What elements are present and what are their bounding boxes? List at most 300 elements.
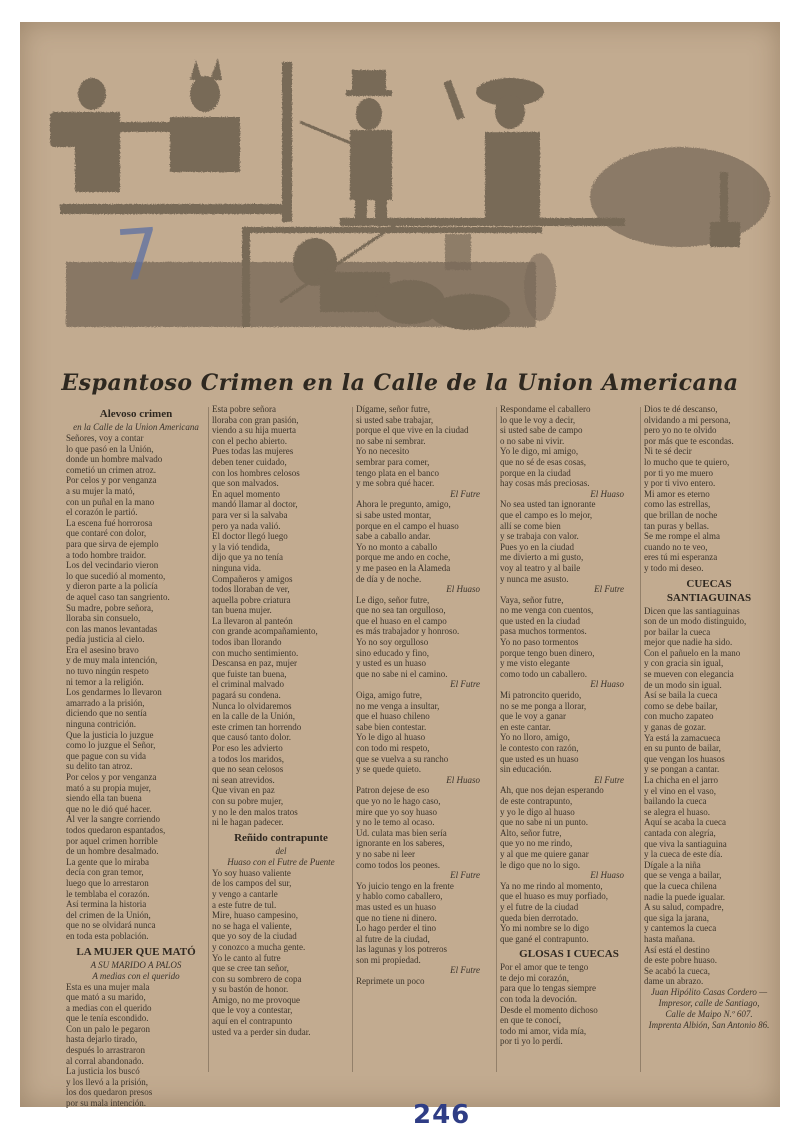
verse-line: aquí en el contrapunto — [212, 1016, 293, 1027]
verse-line: mató a su propia mujer, — [66, 782, 151, 793]
verse-line: y la vió tendida, — [212, 541, 270, 552]
verse-line: lo que sucedió al momento, — [66, 570, 166, 581]
verse-line: Se me rompe el alma — [644, 531, 720, 542]
page-title: Espantoso Crimen en la Calle de la Union Americana — [61, 370, 739, 396]
verse-line: que no sabe ni un punto. — [500, 817, 588, 828]
section-subheading: A medias con el querido — [92, 970, 180, 981]
verse-line: Yo no lloro, amigo, — [500, 732, 570, 743]
verse-line: que no sea tan orgulloso, — [356, 605, 446, 616]
verse-line: tan puras y bellas. — [644, 520, 709, 531]
verse-line: y no le den malos tratos — [212, 806, 298, 817]
verse-line: y me paseo en la Alameda — [356, 562, 451, 573]
verse-line: Patron dejese de eso — [356, 785, 430, 796]
verse-line: Yo le canto al futre — [212, 952, 281, 963]
verse-line: siendo ella tan buena — [66, 793, 142, 804]
verse-line: este crimen tan horrendo — [212, 721, 302, 732]
verse-line: las lagunas y los potreros — [356, 944, 447, 955]
verse-line: Que la justicia lo juzgue — [66, 729, 154, 740]
verse-line: al corral abandonado. — [66, 1055, 144, 1066]
verse-line: hay cosas más preciosas. — [500, 478, 590, 489]
verse-line: Por celos y por venganza — [66, 475, 157, 486]
verse-line: con su pobre mujer, — [212, 795, 284, 806]
verse-line: que gané el contrapunto. — [500, 933, 589, 944]
verse-line: no sabe ni sembrar. — [356, 435, 426, 446]
verse-line: que se cree tan señor, — [212, 963, 289, 974]
verse-line: es más trabajador y honroso. — [356, 626, 460, 637]
verse-line: con todo mi respeto, — [356, 743, 430, 753]
verse-line: tan buena mujer. — [212, 605, 272, 616]
verse-line: nadie la puede igualar. — [644, 891, 725, 902]
verse-line: Le digo, señor futre, — [356, 594, 430, 605]
verse-line: ninguna contrición. — [66, 719, 136, 730]
verse-line: Señores, voy a contar — [66, 433, 144, 443]
verse-line: a este futre de tul. — [212, 899, 277, 910]
printer-signature: Juan Hipólito Casas Cordero — — [650, 986, 768, 997]
verse-line: sin educación. — [500, 764, 552, 775]
verse-line: Dicen que las santiaguinas — [644, 605, 740, 616]
verse-line: mire que yo soy huaso — [356, 806, 437, 817]
verse-line: y por ti vivo entero. — [644, 478, 716, 489]
verse-line: como todo un caballero. — [500, 668, 587, 679]
verse-line: hasta mañana. — [644, 933, 695, 944]
speaker-label: El Huaso — [590, 870, 624, 881]
verse-line: sembrar para comer, — [356, 456, 430, 467]
verse-line: ni temor a la religión. — [66, 676, 144, 687]
verse-line: Yo mi nombre se lo digo — [500, 923, 589, 934]
verse-line: ignorante en los saberes, — [356, 838, 445, 849]
verse-line: que yo no me rindo, — [500, 838, 573, 849]
section-subheading: Huaso con el Futre de Puente — [227, 856, 335, 867]
verse-line: con un puñal en la mano — [66, 496, 155, 507]
verse-line: de un hombre desalmado. — [66, 846, 159, 857]
verse-line: el criminal malvado — [212, 679, 284, 690]
verse-line: usted va a perder sin dudar. — [212, 1026, 311, 1037]
verse-line: todos iban llorando — [212, 637, 282, 648]
broadsheet-page — [20, 22, 780, 1130]
verse-line: Yo no necesito — [356, 446, 410, 457]
speaker-label: El Futre — [594, 774, 624, 785]
verse-line: que se vuelva a su rancho — [356, 753, 449, 764]
verse-line: con su sombrero de copa — [212, 973, 302, 984]
verse-line: con el pecho abierto. — [212, 435, 287, 446]
verse-line: y hablo como caballero, — [356, 891, 443, 902]
verse-line: que le voy a ganar — [500, 711, 566, 722]
verse-line: Esta es una mujer mala — [66, 981, 150, 992]
verse-line: le temblaba el corazón. — [66, 888, 150, 899]
verse-line: decía con gran temor, — [66, 867, 144, 878]
verse-line: lloraba sin consuelo, — [66, 613, 141, 624]
printer-signature: Impresor, calle de Santiago, — [658, 997, 760, 1008]
verse-line: porque en el campo el huaso — [356, 520, 459, 531]
section-heading: GLOSAS I CUECAS — [519, 948, 619, 961]
verse-line: Oiga, amigo futre, — [356, 690, 422, 701]
verse-line: y cantemos la cueca — [644, 923, 717, 934]
verse-line: o no sabe ni vivir. — [500, 435, 565, 446]
verse-line: en que te conocí, — [500, 1015, 561, 1026]
verse-line: por bailar la cueca — [644, 626, 711, 637]
verse-line: para ver si la salvaba — [212, 509, 288, 520]
verse-line: no se me ponga a llorar, — [500, 700, 587, 711]
verse-line: que le voy a contestar, — [212, 1005, 293, 1016]
speaker-label: El Huaso — [590, 488, 624, 499]
verse-line: después lo arrastraron — [66, 1045, 145, 1056]
verse-line: sabe a caballo andar. — [356, 531, 431, 542]
verse-line: que mató a su marido, — [66, 992, 146, 1003]
verse-line: y yo le digo al huaso — [500, 806, 575, 817]
verse-line: que usted en la ciudad — [500, 615, 580, 626]
verse-line: su delito tan atroz. — [66, 761, 133, 772]
verse-line: si sabe usted montar, — [356, 509, 432, 520]
verse-line: Pues yo en la ciudad — [500, 541, 574, 552]
section-subheading: en la Calle de la Union Americana — [73, 422, 199, 432]
verse-line: Ya no me rindo al momento, — [500, 880, 603, 891]
verse-line: los dos quedaron presos — [66, 1087, 153, 1098]
verse-line: que no sé de esas cosas, — [500, 456, 586, 467]
verse-line: Descansa en paz, mujer — [212, 658, 297, 669]
verse-line: y el vino en el vaso, — [644, 785, 716, 796]
verse-line: pero ya nada valió. — [212, 520, 281, 531]
column-divider — [352, 407, 353, 1072]
verse-line: hasta dejarlo tirado, — [66, 1034, 138, 1045]
verse-line: tengo plata en el banco — [356, 467, 439, 478]
verse-line: de este contrapunto, — [500, 795, 573, 806]
verse-line: Era el asesino bravo — [66, 644, 139, 655]
verse-line: que fuiste tan buena, — [212, 668, 287, 679]
verse-line: voy al teatro y al baile — [500, 562, 581, 573]
verse-line: y usted es un huaso — [356, 658, 426, 669]
handwritten-number: 7 — [113, 212, 164, 298]
verse-line: Nunca lo olvidaremos — [212, 700, 292, 711]
verse-line: Vaya, señor futre, — [500, 594, 564, 605]
verse-line: Ya está la zamacueca — [644, 732, 721, 743]
verse-line: no tuvo ningún respeto — [66, 666, 149, 677]
verse-line: y se pongan a cantar. — [644, 764, 720, 775]
section-heading: CUECAS SANTIAGUINAS — [666, 577, 752, 604]
verse-line: Mire, huaso campesino, — [212, 910, 298, 921]
column-divider — [640, 407, 641, 1072]
verse-line: todos lloraban de ver, — [212, 584, 290, 595]
verse-line: porque me ando en coche, — [356, 552, 451, 563]
verse-line: Lo hago perder el tino — [356, 923, 436, 934]
verse-line: que usted es un huaso — [500, 753, 579, 764]
verse-line: Por eso les advierto — [212, 743, 283, 753]
section-subheading: A SU MARIDO A PALOS — [90, 959, 182, 970]
verse-line: y vengo a cantarle — [212, 888, 278, 899]
verse-line: Dígale a la niña — [644, 859, 701, 870]
verse-line: viendo a su hija muerta — [212, 425, 296, 436]
verse-line: ni sean atrevidos. — [212, 774, 275, 785]
section-heading: Alevoso crimen — [99, 408, 173, 420]
section-heading: LA MUJER QUE MATÓ — [76, 945, 196, 958]
verse-line: lo mucho que te quiero, — [644, 456, 730, 467]
verse-line: que causó tanto dolor. — [212, 732, 291, 743]
verse-line: y la cueca de este día. — [644, 849, 723, 860]
verse-line: Yo soy huaso valiente — [212, 867, 291, 878]
verse-line: Ah, que nos dejan esperando — [500, 785, 604, 796]
verse-line: Yo juicio tengo en la frente — [356, 880, 454, 891]
verse-line: con grande acompañamiento, — [212, 626, 318, 637]
verse-line: No sea usted tan ignorante — [500, 499, 596, 510]
verse-line: Dígame, señor futre, — [356, 404, 430, 414]
verse-line: Ud. culata mas bien sería — [356, 827, 447, 838]
verse-line: que vengan los huasos — [644, 753, 725, 764]
speaker-label: El Futre — [594, 584, 624, 595]
verse-line: y no sabe ni leer — [356, 848, 415, 859]
verse-line: Respondame el caballero — [500, 404, 591, 414]
verse-line: Así está el destino — [644, 944, 710, 955]
verse-line: En aquel momento — [212, 488, 280, 499]
verse-line: olvidando a mi persona, — [644, 414, 731, 425]
verse-line: y los llevó a la prisión, — [66, 1076, 148, 1087]
verse-line: Ni te sé decir — [644, 446, 692, 457]
verse-line: por ti yo me muero — [644, 467, 713, 478]
verse-line: de día y de noche. — [356, 573, 422, 584]
verse-line: que yo no le hago caso, — [356, 795, 441, 806]
verse-line: Compañeros y amigos — [212, 573, 293, 584]
verse-line: por su mala intención. — [66, 1098, 146, 1109]
verse-line: en toda esta población. — [66, 930, 149, 941]
verse-line: que pague con su vida — [66, 750, 146, 761]
verse-line: a todo hombre traidor. — [66, 549, 146, 560]
printer-signature: Imprenta Albión, San Antonio 86. — [648, 1019, 770, 1030]
section-subheading: del — [275, 845, 287, 856]
verse-line: Yo le digo, mi amigo, — [500, 446, 579, 457]
verse-line: que contaré con dolor, — [66, 528, 147, 539]
verse-line: con toda la devoción. — [500, 994, 577, 1005]
verse-line: y no le temo al ocaso. — [356, 817, 435, 828]
verse-line: todos quedaron espantados, — [66, 824, 166, 835]
verse-line: con los hombres celosos — [212, 467, 300, 478]
verse-line: cantada con alegría, — [644, 827, 716, 838]
verse-line: que siga la jarana, — [644, 912, 709, 923]
verse-line: y todo mi deseo. — [644, 562, 704, 573]
printer-signature: Calle de Maipo N.º 607. — [665, 1008, 753, 1019]
verse-line: y de muy mala intención, — [66, 655, 158, 666]
verse-line: y con gracia sin igual, — [644, 658, 724, 669]
verse-line: bailando la cueca — [644, 796, 707, 807]
text-column-3 — [356, 404, 494, 1084]
verse-line: a su mujer la mató, — [66, 485, 135, 496]
verse-line: por ti yo lo perdí. — [500, 1036, 563, 1047]
verse-line: de un modo sin igual. — [644, 679, 722, 690]
verse-line: Aquí se acaba la cueca — [644, 817, 726, 828]
verse-line: queda bien derrotado. — [500, 912, 579, 923]
verse-line: como lo juzgue el Señor, — [66, 740, 156, 751]
verse-line: lo que le voy a decir, — [500, 414, 576, 425]
verse-line: que el huaso es muy porfiado, — [500, 891, 608, 902]
verse-line: luego que lo arrestaron — [66, 877, 149, 888]
folio-number: 246 — [413, 1100, 471, 1130]
verse-line: lo que pasó en la Unión, — [66, 443, 154, 454]
verse-line: pedía justicia al cielo. — [66, 634, 145, 645]
verse-line: que no sean celosos — [212, 764, 284, 775]
text-column-2 — [212, 404, 350, 1084]
speaker-label: El Futre — [450, 965, 480, 976]
verse-line: aquella pobre criatura — [212, 594, 291, 605]
verse-line: y el futre de la ciudad — [500, 901, 579, 912]
verse-line: cometió un crimen atroz. — [66, 464, 156, 475]
verse-line: Alto, señor futre, — [500, 827, 562, 838]
verse-line: La gente que lo miraba — [66, 856, 149, 867]
verse-line: con mucho sentimiento. — [212, 647, 299, 658]
section-heading: Reñido contrapunte — [234, 831, 328, 844]
verse-line: Amigo, no me provoque — [212, 994, 300, 1005]
verse-line: La chicha en el jarro — [644, 775, 718, 785]
verse-line: lloraba con gran pasión, — [212, 414, 299, 425]
woodcut-illustration — [20, 22, 780, 362]
verse-line: que viva la santiaguina — [644, 838, 727, 849]
verse-line: Mi amor es eterno — [644, 488, 710, 499]
verse-line: A su salud, compadre, — [644, 902, 724, 913]
text-column-4 — [500, 404, 638, 1084]
verse-line: dame un abrazo. — [644, 976, 704, 987]
verse-line: Ahora le pregunto, amigo, — [356, 499, 451, 510]
verse-line: porque el que vive en la ciudad — [356, 425, 469, 436]
verse-line: de aquel caso tan sangriento. — [66, 591, 170, 602]
verse-line: que el campo es lo mejor, — [500, 509, 593, 520]
verse-line: Con un palo le pegaron — [66, 1023, 150, 1034]
text-column-5 — [644, 404, 774, 1084]
verse-line: pasa muchos tormentos. — [500, 626, 587, 637]
verse-line: son de un modo distinguido, — [644, 616, 747, 627]
verse-line: por más que te escondas. — [644, 435, 734, 446]
verse-line: Dios te dé descanso, — [644, 404, 718, 414]
verse-line: Que vivan en paz — [212, 785, 275, 796]
verse-line: pagará su condena. — [212, 690, 281, 701]
verse-line: La llevaron al panteón — [212, 615, 293, 626]
verse-line: que no sabe ni el camino. — [356, 668, 448, 679]
verse-line: como las estrellas, — [644, 499, 711, 510]
verse-line: donde un hombre malvado — [66, 454, 163, 465]
speaker-label: El Huaso — [446, 774, 480, 785]
verse-line: Así se baila la cueca — [644, 690, 718, 701]
verse-line: a medias con el querido — [66, 1002, 152, 1013]
verse-line: de los campos del sur, — [212, 878, 292, 889]
verse-line: cuando no te veo, — [644, 541, 708, 552]
verse-line: mejor que nadie ha sido. — [644, 637, 733, 648]
verse-line: diciendo que no sentía — [66, 708, 147, 719]
verse-line: Desde el momento dichoso — [500, 1004, 598, 1015]
verse-line: para que lo tengas siempre — [500, 983, 596, 994]
verse-line: en la calle de la Unión, — [212, 711, 295, 722]
verse-line: y ganas de gozar. — [644, 722, 706, 733]
verse-line: le contesto con razón, — [500, 743, 579, 753]
verse-line: al futre de la ciudad, — [356, 933, 430, 944]
verse-line: en su punto de bailar, — [644, 743, 721, 754]
verse-line: como se debe bailar, — [644, 700, 718, 711]
verse-line: que la cueca chilena — [644, 880, 717, 891]
verse-line: que el huaso en el campo — [356, 615, 447, 626]
verse-line: todo mi amor, vida mía, — [500, 1025, 587, 1036]
verse-line: amarrado a la prisión, — [66, 697, 145, 708]
verse-line: como todos los peones. — [356, 859, 440, 870]
verse-line: Yo le digo al huaso — [356, 732, 426, 743]
verse-line: ni le hagan padecer. — [212, 817, 284, 828]
column-divider — [496, 407, 497, 1072]
verse-line: que no le dió qué hacer. — [66, 803, 152, 814]
verse-line: de este pobre huaso. — [644, 955, 717, 966]
verse-line: sino educado y fino, — [356, 647, 429, 658]
speaker-label: El Futre — [450, 870, 480, 881]
verse-line: que se venga a bailar, — [644, 870, 722, 881]
verse-line: le digo que no lo sigo. — [500, 859, 580, 870]
verse-line: La escena fué horrorosa — [66, 517, 153, 528]
verse-line: Al ver la sangre corriendo — [66, 814, 160, 825]
verse-line: Su madre, pobre señora, — [66, 602, 154, 613]
verse-line: y nunca me asusto. — [500, 573, 569, 584]
verse-line: y se trabaja con valor. — [500, 531, 579, 542]
verse-line: que yo soy de la ciudad — [212, 931, 297, 942]
verse-line: si usted sabe de campo — [500, 425, 583, 436]
verse-line: porque tengo buen dinero, — [500, 647, 595, 658]
verse-line: Pues todas las mujeres — [212, 446, 294, 457]
verse-line: en este cantar. — [500, 721, 551, 732]
verse-line: con mucho zapateo — [644, 711, 714, 722]
verse-line: y me sobra qué hacer. — [356, 478, 435, 489]
verse-line: eres tú mi esperanza — [644, 552, 718, 563]
verse-line: a todos los maridos, — [212, 753, 284, 764]
verse-line: porque en la ciudad — [500, 467, 571, 478]
verse-line: y se quede quieto. — [356, 764, 421, 775]
verse-line: Mi patroncito querido, — [500, 690, 582, 701]
verse-line: Los gendarmes lo llevaron — [66, 687, 162, 698]
verse-line: no me venga a insultar, — [356, 700, 440, 711]
verse-line: se mueven con elegancia — [644, 669, 734, 680]
verse-line: allí se come bien — [500, 520, 561, 531]
verse-line: pero yo no te olvido — [644, 425, 717, 436]
verse-line: si usted sabe trabajar, — [356, 414, 434, 425]
verse-line: ninguna vida. — [212, 562, 261, 573]
verse-line: y conozco a mucha gente. — [212, 941, 306, 952]
verse-line: del crimen de la Unión, — [66, 909, 151, 920]
verse-line: que le tenía escondido. — [66, 1013, 149, 1024]
verse-line: Con el pañuelo en la mano — [644, 647, 741, 658]
verse-line: Reprimete un poco — [356, 976, 425, 987]
verse-line: y su bastón de honor. — [212, 984, 289, 995]
verse-line: el corazón le partió. — [66, 507, 138, 518]
verse-line: Por el amor que te tengo — [500, 962, 589, 973]
verse-line: y al que me quiere ganar — [500, 848, 589, 859]
verse-line: Así termina la historia — [66, 899, 147, 910]
verse-line: con las manos levantadas — [66, 623, 158, 634]
verse-line: mas usted es un huaso — [356, 901, 436, 912]
verse-line: que son malvados. — [212, 478, 279, 489]
speaker-label: El Futre — [450, 488, 480, 499]
verse-line: por aquel crimen horrible — [66, 835, 158, 846]
verse-line: que no se olvidará nunca — [66, 920, 156, 931]
verse-line: me divierto a mi gusto, — [500, 552, 584, 563]
verse-line: que no tiene ni dinero. — [356, 912, 437, 923]
verse-line: que el huaso chileno — [356, 711, 430, 722]
column-divider — [208, 407, 209, 1072]
verse-line: se alegra el huaso. — [644, 806, 710, 817]
verse-line: Yo no monto a caballo — [356, 541, 438, 552]
verse-line: y me visto elegante — [500, 658, 570, 669]
verse-line: Se acabó la cueca, — [644, 965, 710, 976]
verse-line: Yo no soy orgulloso — [356, 637, 429, 648]
verse-line: y dieron parte a la policía — [66, 581, 158, 592]
verse-line: Por celos y por venganza — [66, 772, 157, 782]
verse-line: Esta pobre señora — [212, 404, 276, 414]
verse-line: no me venga con cuentos, — [500, 605, 594, 616]
verse-line: El doctor llegó luego — [212, 531, 288, 542]
verse-line: La justicia los buscó — [66, 1066, 140, 1077]
speaker-label: El Huaso — [446, 584, 480, 595]
verse-line: sabe bien contestar. — [356, 721, 427, 732]
speaker-label: El Futre — [450, 679, 480, 690]
verse-line: mandó llamar al doctor, — [212, 499, 298, 510]
verse-line: Los del vecindario vieron — [66, 560, 159, 571]
